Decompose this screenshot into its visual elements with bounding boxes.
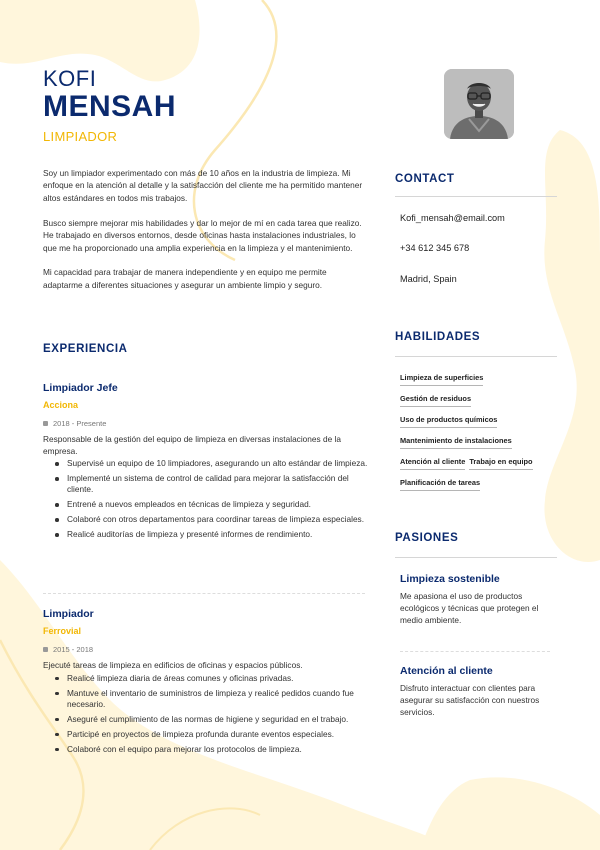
about-paragraph: Busco siempre mejorar mis habilidades y dar lo mejor de mí en cada tarea que realizo. He trabajado en diversos entornos, desde oficinas hasta instalaciones industriales, lo que me ha proporcionado una amplia experiencia en la limpieza y el mantenimiento. (43, 217, 362, 253)
experience-heading: EXPERIENCIA (43, 343, 128, 355)
job-divider (43, 593, 365, 594)
passion-item (400, 665, 560, 718)
last-name: MENSAH (43, 90, 177, 123)
about-paragraph: Soy un limpiador experimentado con más de 10 años en la industria de limpieza. Mi enfoque en la atención al detalle y la satisfacción del cliente me ha permitido mantener altos estándares en todos mis trabajos. (43, 168, 363, 203)
passion-title: Atención al cliente (400, 665, 493, 677)
skill-tag: Uso de productos químicos (400, 415, 497, 428)
skill-tag: Trabajo en equipo (469, 457, 532, 470)
job-bullet: Realicé limpieza diaria de áreas comunes y oficinas privadas. (55, 673, 369, 684)
job-dates (43, 645, 369, 654)
job-role: Limpiador (43, 608, 94, 620)
passions-heading: PASIONES (395, 532, 459, 544)
skill-tag: Atención al cliente (400, 457, 465, 470)
job-bullet: Implementé un sistema de control de calidad para mejorar la satisfacción del cliente. (55, 473, 369, 495)
calendar-icon (43, 647, 48, 652)
passion-description: Me apasiona el uso de productos ecológicos y técnicas que protegen el medio ambiente. (400, 591, 539, 625)
job-bullet: Mantuve el inventario de suministros de limpieza y realicé pedidos cuando fue necesario. (55, 688, 369, 710)
job-bullet: Supervisé un equipo de 10 limpiadores, asegurando un alto estándar de limpieza. (55, 458, 369, 469)
job-bullet: Colaboré con el equipo para mejorar los protocolos de limpieza. (55, 744, 369, 755)
skills-list (400, 373, 560, 499)
about-section (43, 167, 368, 304)
calendar-icon (43, 421, 48, 426)
contact-rule (395, 196, 557, 197)
skills-rule (395, 356, 557, 357)
skill-tag: Planificación de tareas (400, 478, 480, 491)
contact-location: Madrid, Spain (400, 274, 457, 284)
about-paragraph: Mi capacidad para trabajar de manera independiente y en equipo me permite adaptarme a diferentes situaciones y asegurar un ambiente limpio y seguro. (43, 267, 327, 290)
skill-tag: Limpieza de superficies (400, 373, 483, 386)
passion-title: Limpieza sostenible (400, 573, 500, 585)
skills-heading: HABILIDADES (395, 331, 481, 343)
job-bullets (55, 458, 369, 540)
job-title: LIMPIADOR (43, 129, 118, 144)
job-bullet: Colaboré con otros departamentos para coordinar tareas de limpieza especiales. (55, 514, 369, 525)
contact-heading: CONTACT (395, 173, 455, 185)
job-bullet: Aseguré el cumplimiento de las normas de higiene y seguridad en el trabajo. (55, 714, 369, 725)
job-role: Limpiador Jefe (43, 382, 118, 394)
job-bullets (55, 673, 369, 755)
job-entry (43, 608, 369, 759)
job-company: Acciona (43, 400, 79, 410)
person-portrait-icon (444, 69, 514, 139)
job-dates-text: 2018 - Presente (53, 419, 107, 428)
passions-rule (395, 557, 557, 558)
job-bullet: Participé en proyectos de limpieza profunda durante eventos especiales. (55, 729, 369, 740)
profile-photo (444, 69, 514, 139)
job-description: Responsable de la gestión del equipo de limpieza en diversas instalaciones de la empresa. (43, 434, 341, 456)
passion-divider (400, 651, 550, 652)
job-entry (43, 382, 369, 544)
contact-phone[interactable]: +34 612 345 678 (400, 243, 470, 253)
job-dates-text: 2015 - 2018 (53, 645, 94, 654)
passion-description: Disfruto interactuar con clientes para asegurar su satisfacción con nuestros servicios. (400, 683, 540, 717)
job-dates (43, 419, 369, 428)
job-description: Ejecuté tareas de limpieza en edificios de oficinas y espacios públicos. (43, 660, 303, 670)
skill-tag: Gestión de residuos (400, 394, 471, 407)
first-name: KOFI (43, 66, 97, 91)
job-bullet: Realicé auditorías de limpieza y presenté informes de rendimiento. (55, 529, 369, 540)
contact-email[interactable]: Kofi_mensah@email.com (400, 213, 505, 223)
job-bullet: Entrené a nuevos empleados en técnicas de limpieza y seguridad. (55, 499, 369, 510)
job-company: Ferrovial (43, 626, 82, 636)
skill-tag: Mantenimiento de instalaciones (400, 436, 512, 449)
passion-item (400, 573, 560, 626)
